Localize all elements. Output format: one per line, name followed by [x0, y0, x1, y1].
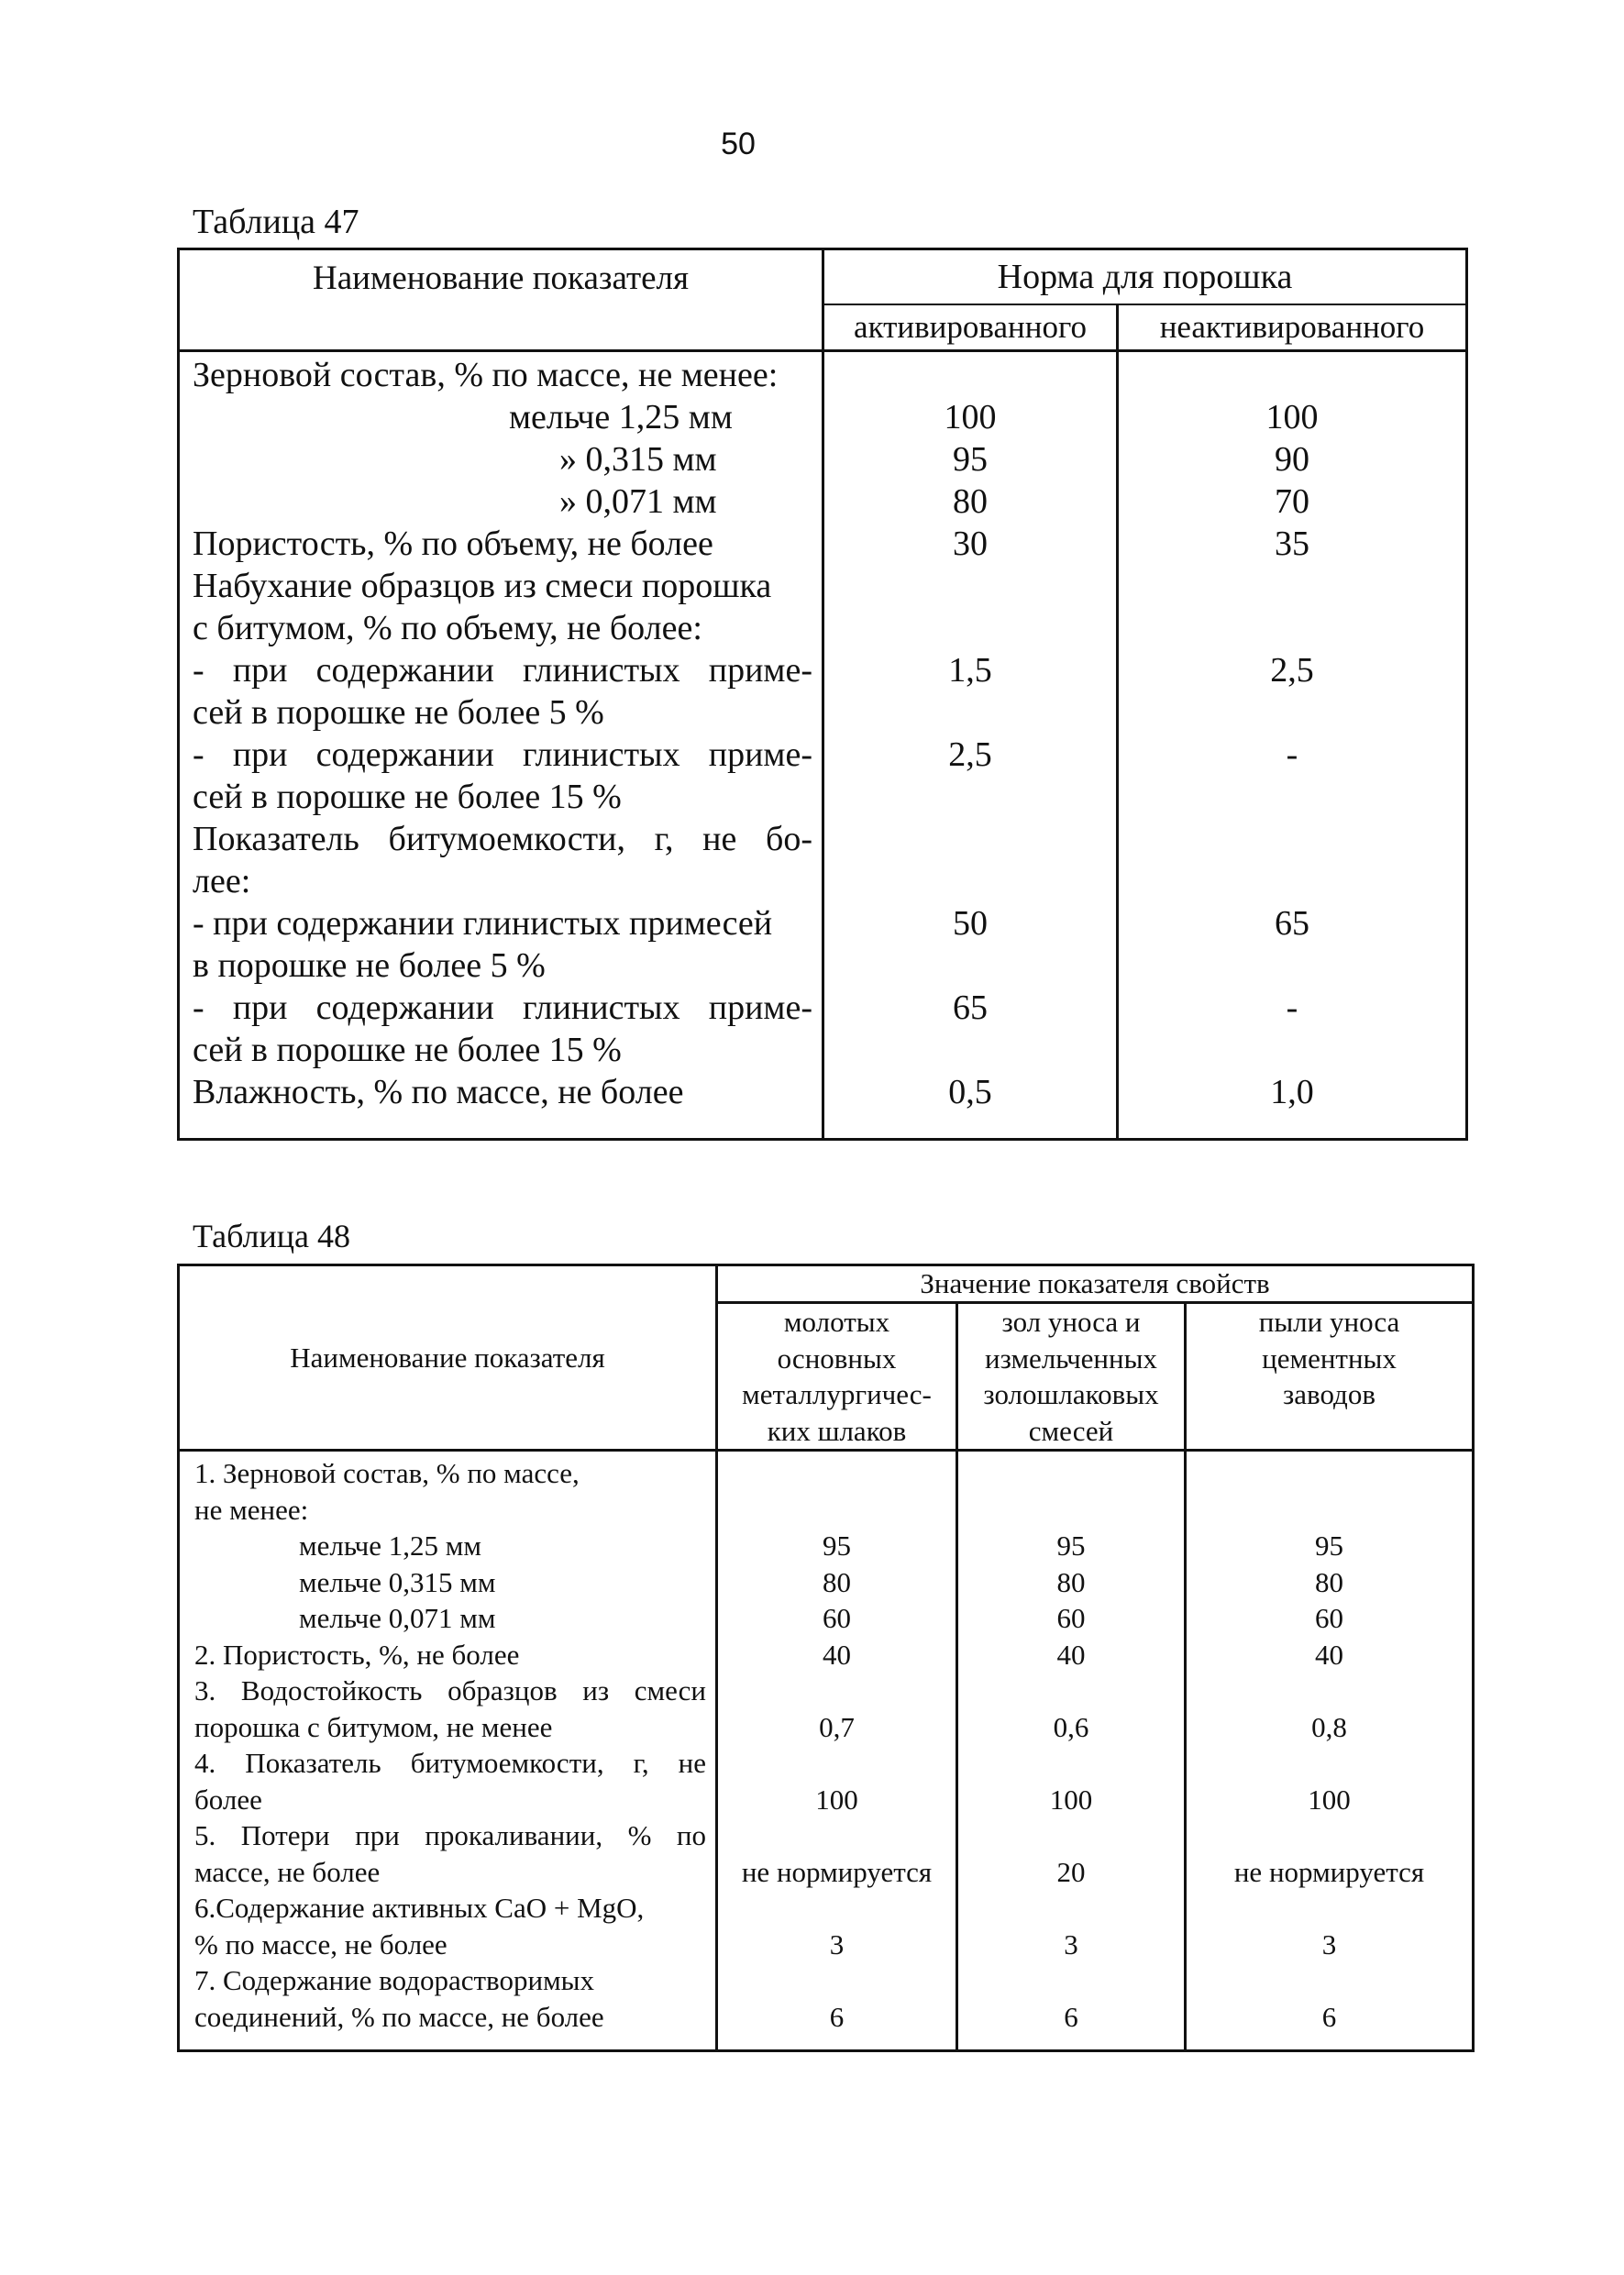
table-48-label: 4. Показатель битумоемкости, г, не	[194, 1747, 706, 1779]
table-47-value: 2,5	[1270, 651, 1314, 690]
table-47-label: » 0,071 мм	[559, 482, 717, 521]
table-47-value: 1,5	[948, 651, 992, 690]
table-48-value: 60	[1315, 1602, 1343, 1634]
table-48-value: 40	[823, 1638, 851, 1671]
table-47-label: с битумом, % по объему, не более:	[193, 609, 702, 647]
table-47-header-nonactivated: неактивированного	[1118, 304, 1467, 351]
table-48-value: 95	[1315, 1530, 1343, 1562]
table-48-label: не менее:	[194, 1493, 309, 1526]
table-48-label: 3. Водостойкость образцов из смеси	[194, 1674, 706, 1706]
table-47-label: - при содержании глинистых примесей	[193, 904, 773, 943]
table-48-value: 60	[823, 1602, 851, 1634]
table-48-label: порошка с битумом, не менее	[194, 1710, 553, 1743]
table-48-value: 0,8	[1311, 1710, 1347, 1743]
table-48-value: 95	[1056, 1530, 1086, 1562]
table-48-label: 2. Пористость, %, не более	[194, 1638, 520, 1671]
table-47-value: -	[1286, 988, 1298, 1027]
table-47-labels	[193, 354, 812, 1113]
table-48-label: % по массе, не более	[194, 1927, 447, 1960]
table-47-value: 1,0	[1270, 1073, 1314, 1111]
table-47-value: 65	[953, 988, 988, 1027]
table-48-label: мельче 0,315 мм	[299, 1565, 496, 1598]
table-47-value: 90	[1275, 440, 1309, 479]
table-48-value: 3	[829, 1927, 845, 1960]
table-47-label: мельче 1,25 мм	[509, 398, 733, 436]
table-48-labels	[194, 1455, 706, 2035]
table-47-label: - при содержании глинистых приме-	[193, 988, 812, 1027]
table-47-label: Влажность, % по массе, не более	[193, 1073, 684, 1111]
table-48-value: не нормируется	[741, 1855, 933, 1888]
table-47-value: 80	[953, 482, 988, 521]
table-47-value: 100	[1265, 398, 1319, 436]
table-48-header-group: Значение показателя свойств	[717, 1265, 1474, 1303]
table-47-nonactivated-values	[1119, 354, 1465, 1113]
table-48-value: 100	[815, 1783, 858, 1816]
table-47-value: 0,5	[948, 1073, 992, 1111]
table-48-label: мельче 0,071 мм	[299, 1602, 496, 1634]
table-48-header-col2: зол уноса и измельченных золошлаковых смесей	[957, 1303, 1186, 1451]
table-47-label: Набухание образцов из смеси порошка	[193, 567, 772, 605]
table-48-value: 100	[1049, 1783, 1093, 1816]
table-47-value: 35	[1275, 525, 1309, 563]
table-48-label: 7. Содержание водорастворимых	[194, 1964, 595, 1996]
table-48-value: 0,7	[819, 1710, 855, 1743]
table-47-label: - при содержании глинистых приме-	[193, 651, 812, 690]
table-48-col1-values	[718, 1455, 956, 2035]
table-47-value: 30	[953, 525, 988, 563]
table-48-value: не нормируется	[1233, 1855, 1425, 1888]
table-48-value: 6	[829, 2000, 845, 2033]
table-48-value: 3	[1064, 1927, 1078, 1960]
table-48-value: 100	[1308, 1783, 1351, 1816]
table-47-value: 95	[953, 440, 988, 479]
table-47-label: - при содержании глинистых приме-	[193, 735, 812, 774]
page-number: 50	[721, 127, 756, 161]
table-47-label: » 0,315 мм	[559, 440, 717, 479]
table-48-label: более	[194, 1783, 262, 1816]
table-48-value: 95	[823, 1530, 851, 1562]
table-47-header-group: Норма для порошка	[823, 249, 1467, 305]
table-47-label: сей в порошке не более 15 %	[193, 1031, 622, 1069]
table-48-label: 6.Содержание активных CaO + MgO,	[194, 1892, 645, 1924]
table-47-value: 65	[1275, 904, 1309, 943]
table-48-col2-values	[958, 1455, 1184, 2035]
table-48-caption: Таблица 48	[193, 1218, 350, 1254]
table-48-value: 80	[1056, 1565, 1086, 1598]
table-48-value: 80	[823, 1565, 851, 1598]
table-48-label: 1. Зерновой состав, % по массе,	[194, 1457, 580, 1489]
table-48-label: соединений, % по массе, не более	[194, 2000, 604, 2033]
table-48-header-name: Наименование показателя	[179, 1265, 717, 1451]
table-47-value: 2,5	[948, 735, 992, 774]
table-47-caption: Таблица 47	[193, 203, 359, 241]
table-48-value: 80	[1315, 1565, 1343, 1598]
table-48-value: 0,6	[1053, 1710, 1089, 1743]
table-47-label: лее:	[193, 862, 251, 900]
table-47-value: 100	[944, 398, 997, 436]
table-48-header-col3: пыли уноса цементных заводов	[1186, 1303, 1474, 1451]
table-47-value: 50	[953, 904, 988, 943]
table-48-header-col1: молотых основных металлургичес- ких шлаков	[717, 1303, 957, 1451]
table-48-value: 6	[1321, 2000, 1337, 2033]
table-48-label: 5. Потери при прокаливании, % по	[194, 1819, 706, 1851]
table-47	[177, 248, 1468, 1141]
table-48	[177, 1264, 1475, 2052]
table-47-header-name: Наименование показателя	[179, 249, 823, 351]
table-47-activated-values	[824, 354, 1116, 1113]
table-47-value: 70	[1275, 482, 1309, 521]
table-48-value: 20	[1056, 1855, 1086, 1888]
table-48-col3-values	[1187, 1455, 1472, 2035]
table-47-label: Зерновой состав, % по массе, не менее:	[193, 356, 779, 394]
table-48-value: 6	[1064, 2000, 1078, 2033]
table-47-label: Пористость, % по объему, не более	[193, 525, 713, 563]
table-47-header-activated: активированного	[823, 304, 1118, 351]
table-48-value: 40	[1315, 1638, 1343, 1671]
table-48-value: 3	[1321, 1927, 1337, 1960]
table-47-value: -	[1286, 735, 1298, 774]
table-47-label: в порошке не более 5 %	[193, 946, 546, 985]
table-48-label: массе, не более	[194, 1855, 381, 1888]
table-48-value: 40	[1056, 1638, 1086, 1671]
table-47-label: сей в порошке не более 15 %	[193, 778, 622, 816]
table-48-label: мельче 1,25 мм	[299, 1530, 481, 1562]
table-48-value: 60	[1056, 1602, 1086, 1634]
table-47-label: Показатель битумоемкости, г, не бо-	[193, 820, 812, 858]
table-47-label: сей в порошке не более 5 %	[193, 693, 604, 732]
